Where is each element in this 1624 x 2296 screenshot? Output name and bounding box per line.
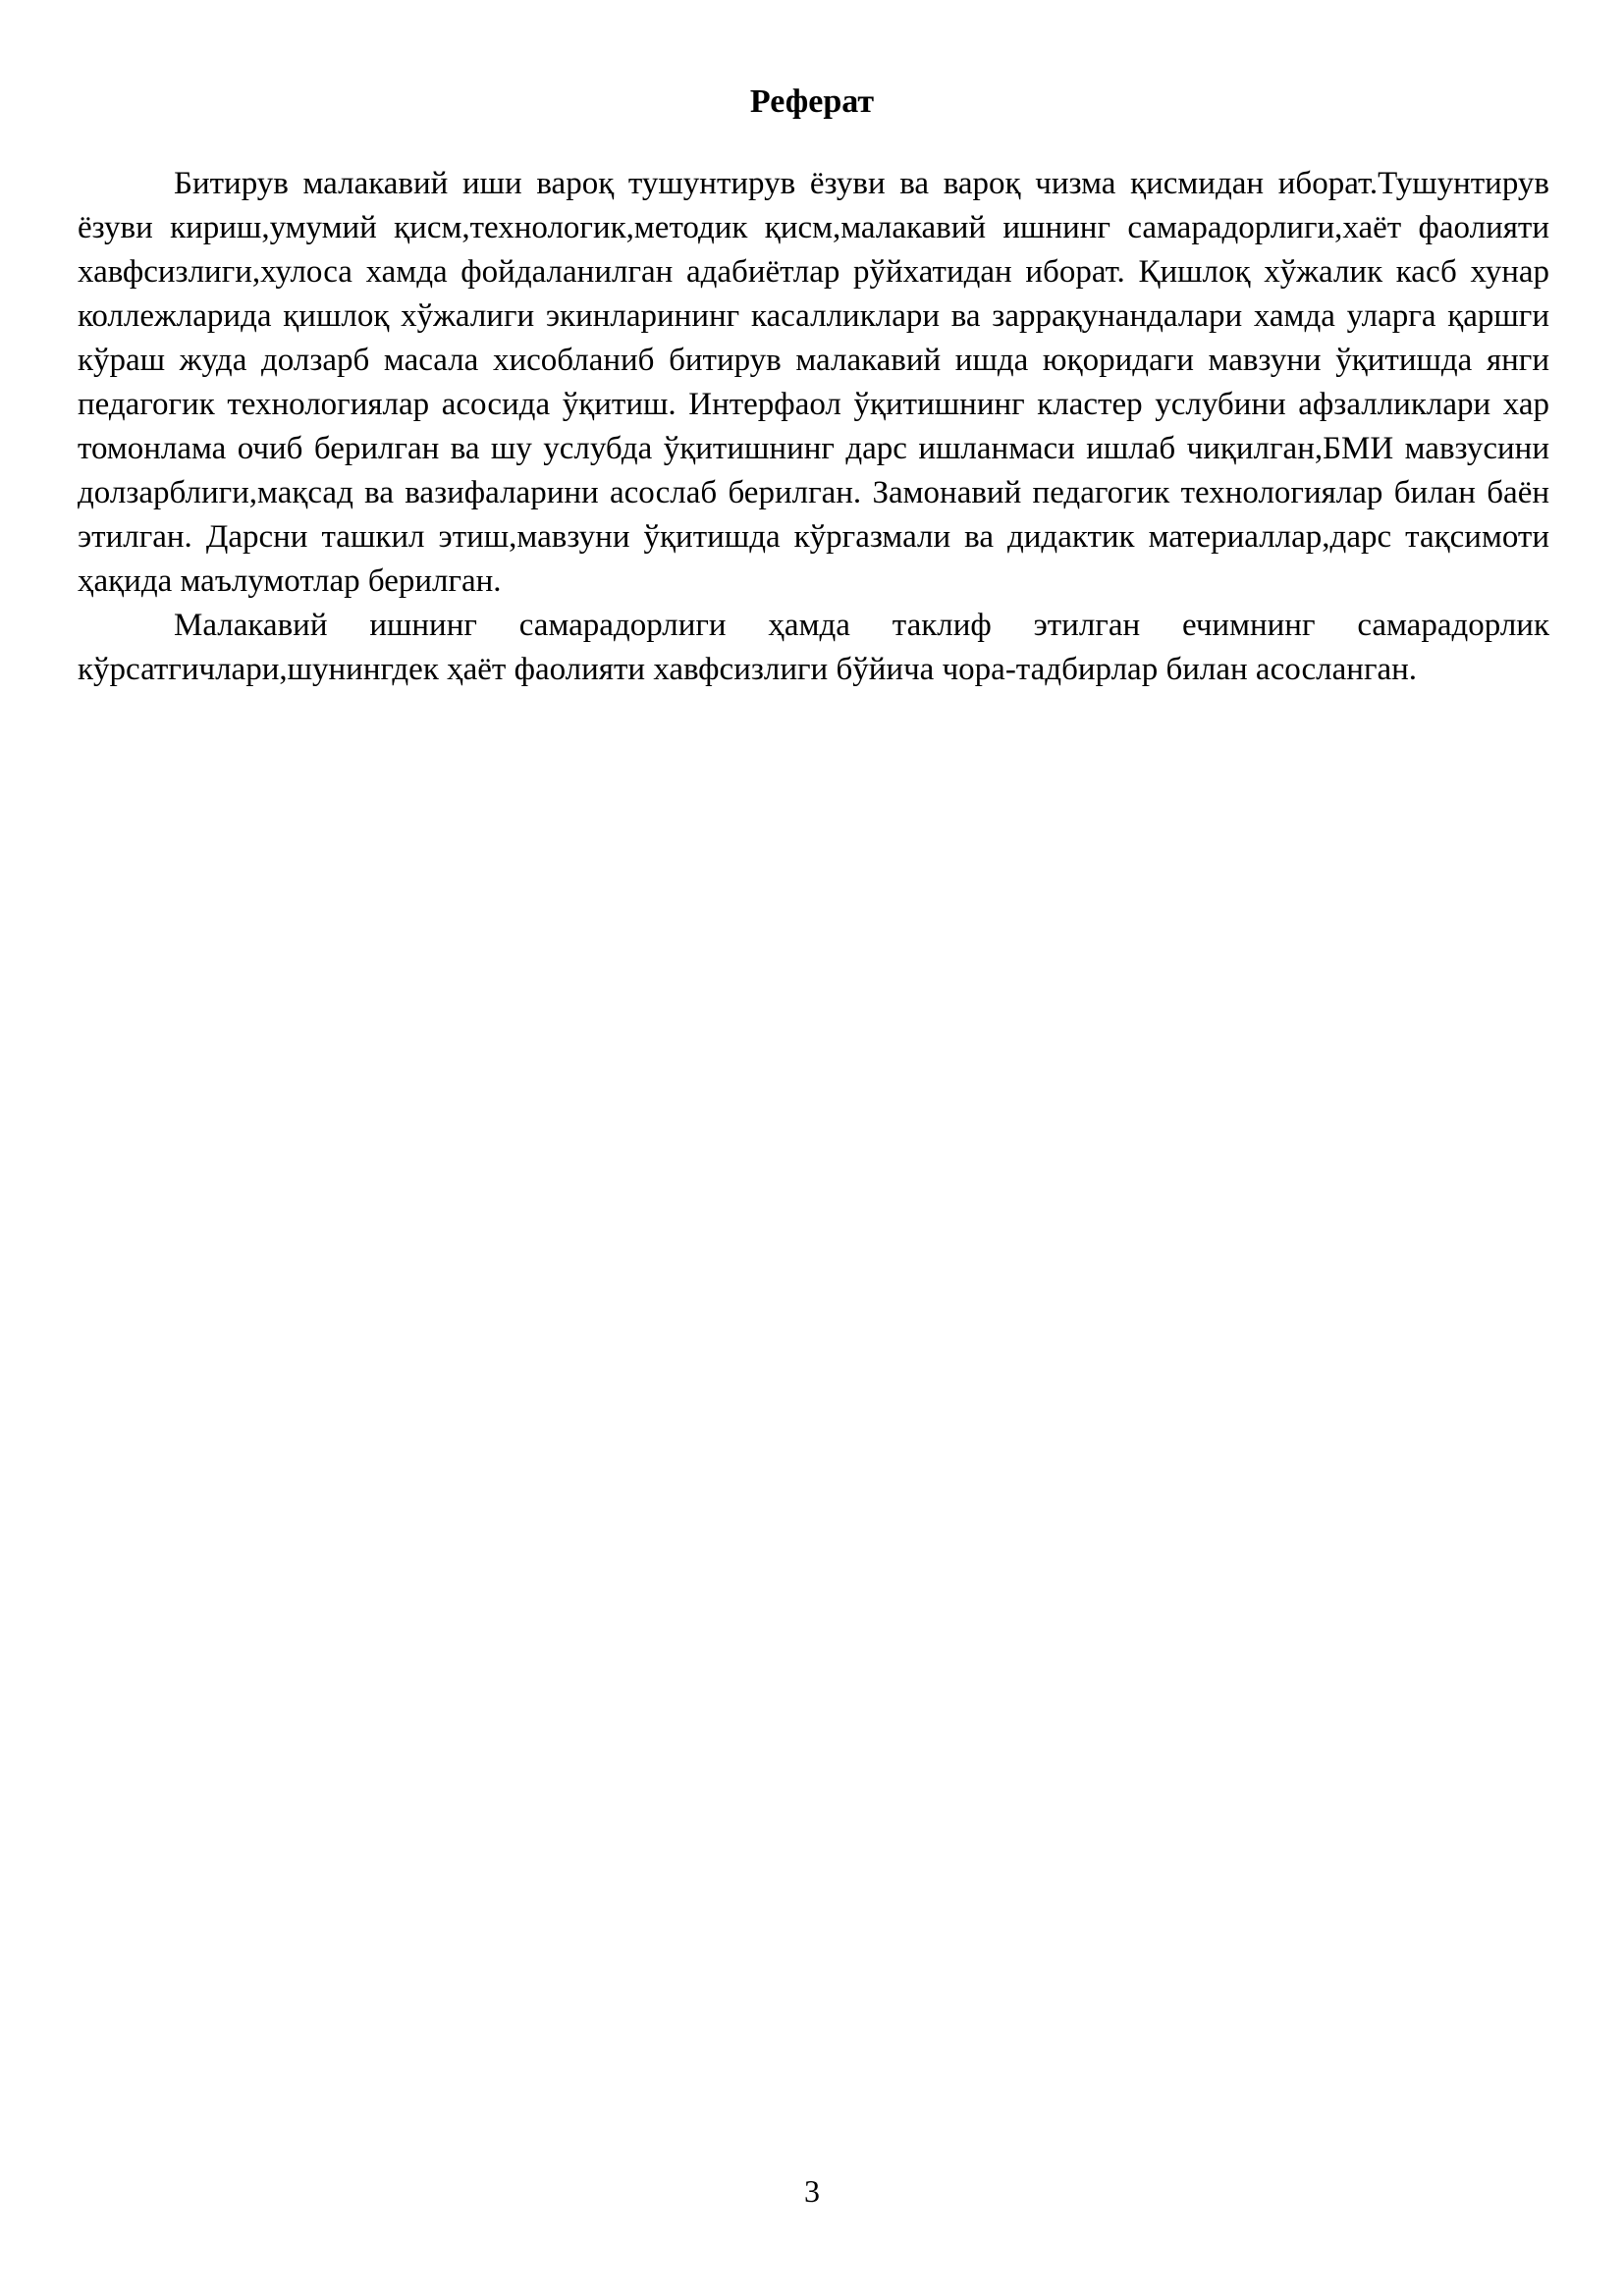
paragraph-2: Малакавий ишнинг самарадорлиги ҳамда таклиф этилган ечимнинг самарадорлик кўрсатгичлари,шунингдек ҳаёт фаолияти хавфсизлиги бўйича чора-тадбирлар билан асосланган. (78, 608, 1549, 687)
paragraph-1: Битирув малакавий иши вароқ тушунтирув ёзуви ва вароқ чизма қисмидан иборат.Тушунтирув ёзуви кириш,умумий қисм,технологик,методик қисм,малакавий ишнинг самарадорлиги,хаёт фаолияти хавфсизлиги,хулоса хамда фойдаланилган адабиётлар рўйхатидан иборат. Қишлоқ хўжалик касб хунар коллежларида қишлоқ хўжалиги экинларининг касалликлари ва заррақунандалари хамда уларга қаршги кўраш жуда долзарб масала хисобланиб битирув малакавий ишда юқоридаги мавзуни ўқитишда янги педагогик технологиялар асосида ўқитиш. Интерфаол ўқитишнинг кластер услубини афзалликлари хар томонлама очиб берилган ва шу услубда ўқитишнинг дарс ишланмаси ишлаб чиқилган,БМИ мавзусини долзарблиги,мақсад ва вазифаларини асослаб берилган. Замонавий педагогик технологиялар билан баён этилган. Дарсни ташкил этиш,мавзуни ўқитишда кўргазмали ва дидактик материаллар,дарс тақсимоти ҳақида маълумотлар берилган. (78, 166, 1549, 599)
page-title: Реферат (749, 83, 875, 120)
page-number: 3 (804, 2173, 820, 2209)
document-body (78, 162, 1549, 692)
